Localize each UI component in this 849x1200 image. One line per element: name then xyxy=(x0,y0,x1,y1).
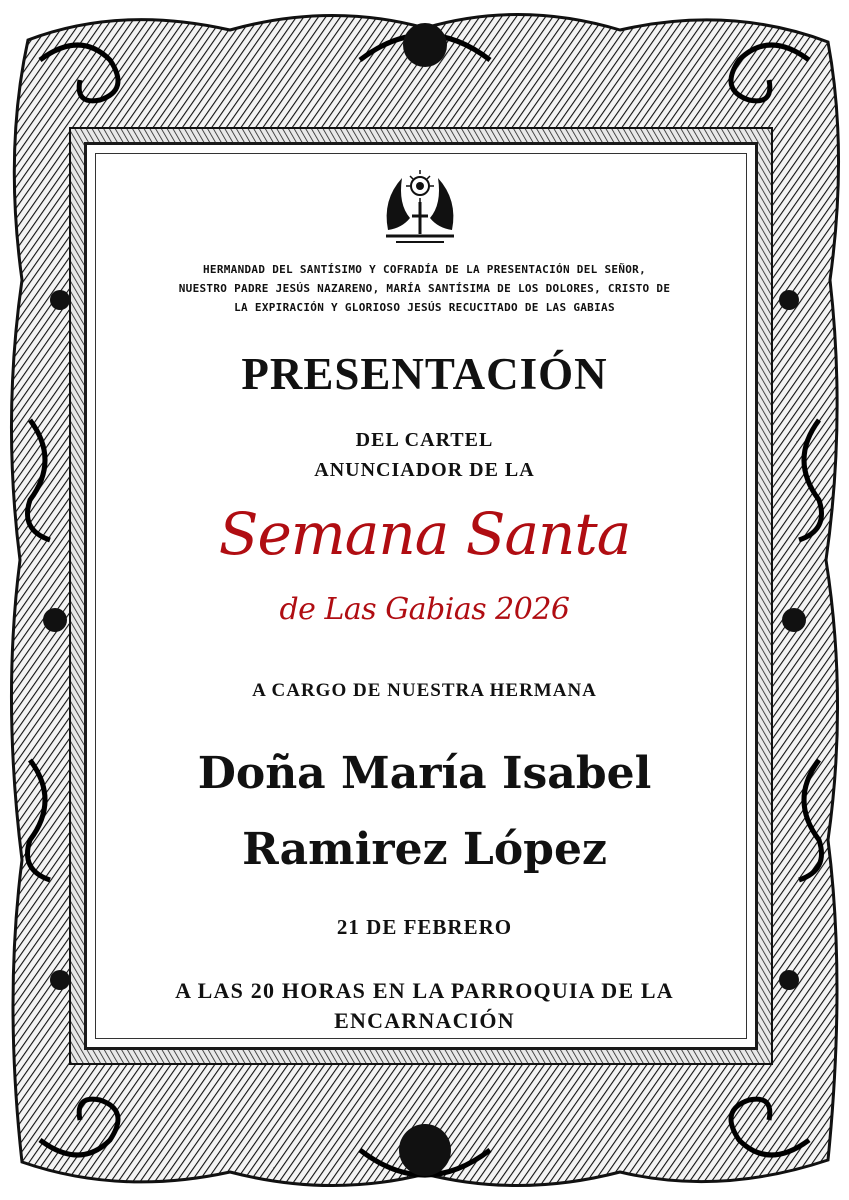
subtitle-line-1: DEL CARTEL xyxy=(355,429,494,451)
venue-line-1: A LAS 20 HORAS EN LA PARROQUIA DE LA xyxy=(175,978,674,1003)
event-place-year: de Las Gabias 2026 xyxy=(279,592,570,627)
presenter-name-line-1: Doña María Isabel xyxy=(197,748,652,799)
brotherhood-header xyxy=(0,260,849,317)
header-line-3: LA EXPIRACIÓN Y GLORIOSO JESÚS RECUCITADO DE LAS GABIAS xyxy=(234,301,615,314)
header-line-1: HERMANDAD DEL SANTÍSIMO Y COFRADÍA DE LA PRESENTACIÓN DEL SEÑOR, xyxy=(202,263,647,276)
subtitle-line-2: ANUNCIADOR DE LA xyxy=(314,459,535,481)
subtitle xyxy=(0,425,849,485)
presenter-intro: A CARGO DE NUESTRA HERMANA xyxy=(252,680,597,701)
event-date: 21 DE FEBRERO xyxy=(336,915,513,939)
brotherhood-emblem-icon xyxy=(378,160,462,244)
page-title: PRESENTACIÓN xyxy=(241,349,608,399)
event-venue xyxy=(0,976,849,1036)
event-name: Semana Santa xyxy=(218,500,631,568)
venue-line-2: ENCARNACIÓN xyxy=(334,1008,515,1033)
presenter-name-line-2: Ramirez López xyxy=(242,824,607,875)
header-line-2: NUESTRO PADRE JESÚS NAZARENO, MARÍA SANTÍSIMA DE LOS DOLORES, CRISTO DE xyxy=(178,282,671,295)
